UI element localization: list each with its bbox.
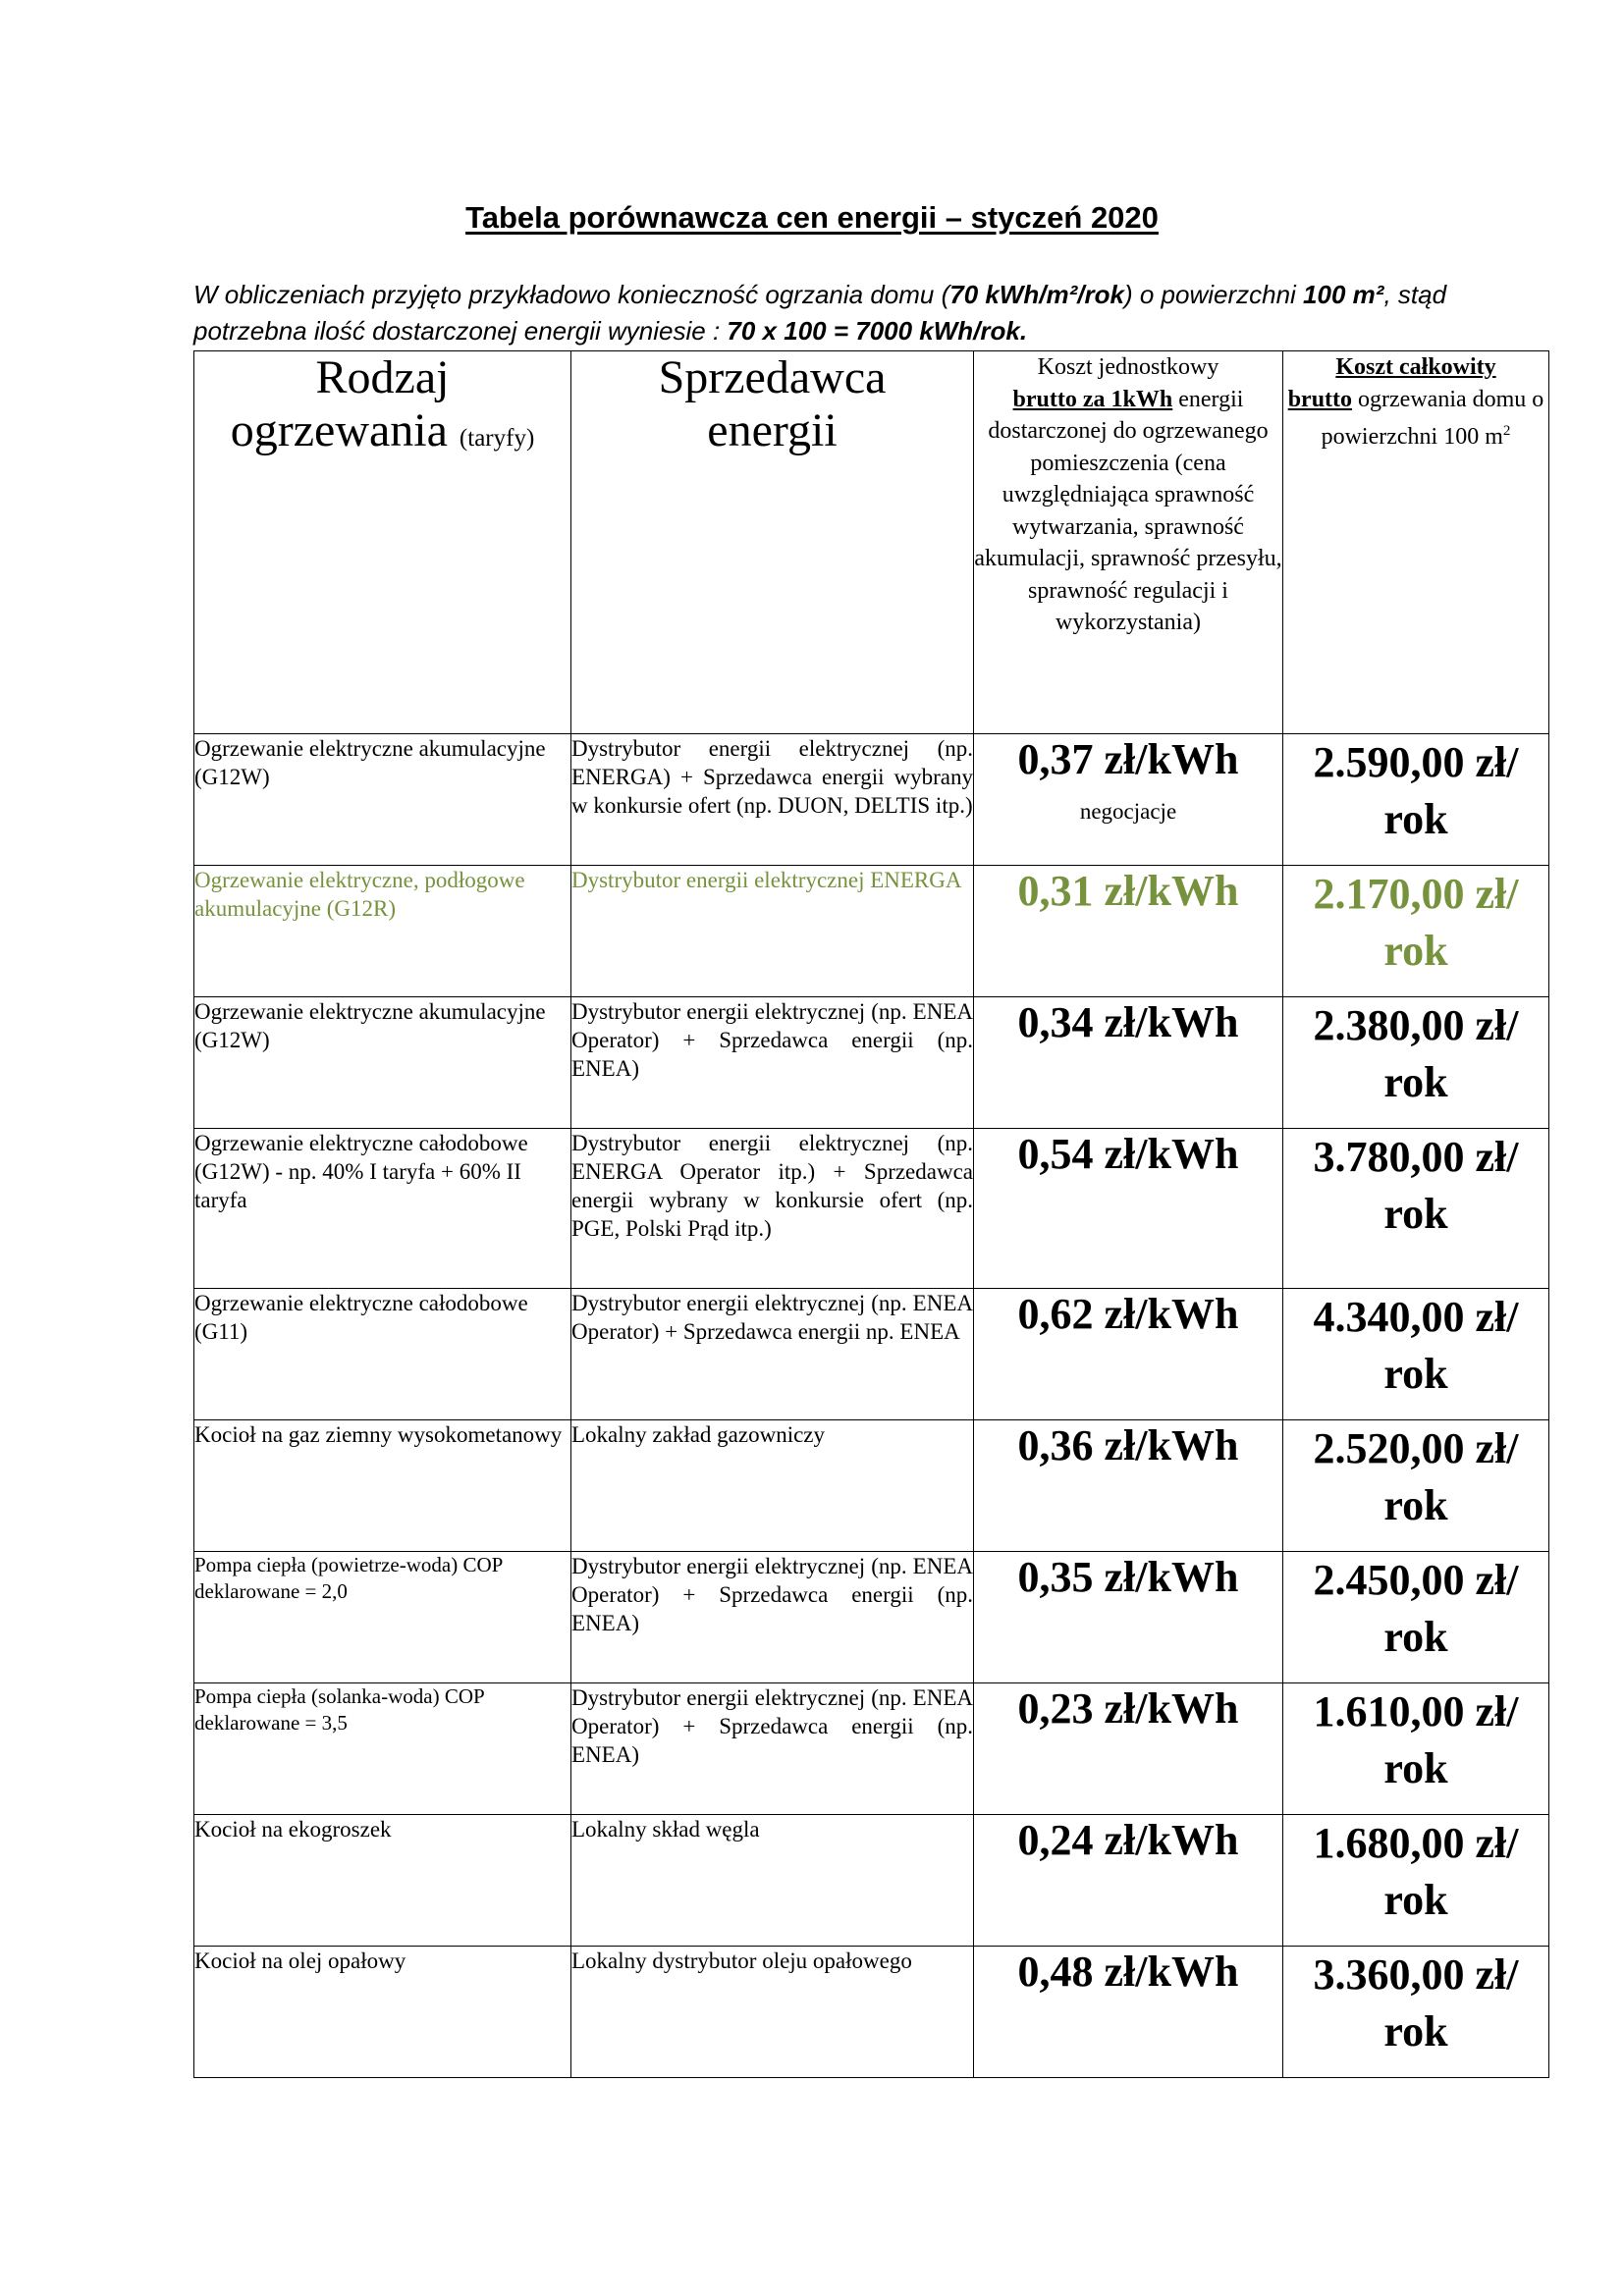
cell-total: 3.360,00 zł/ rok: [1283, 1947, 1549, 2078]
cell-total: 2.590,00 zł/ rok: [1283, 734, 1549, 866]
cell-seller: Dystrybutor energii elektrycznej (np. ENERGA) + Sprzedawca energii wybrany w konkursie ofert (np. DUON, DELTIS itp.): [571, 734, 974, 866]
cell-type: Ogrzewanie elektryczne całodobowe (G11): [194, 1289, 571, 1420]
cell-seller: Dystrybutor energii elektrycznej (np. ENEA Operator) + Sprzedawca energii np. ENEA: [571, 1289, 974, 1420]
table-row: [194, 734, 1549, 866]
header-seller: [571, 351, 974, 734]
cell-seller: Dystrybutor energii elektrycznej (np. ENEA Operator) + Sprzedawca energii (np. ENEA): [571, 997, 974, 1129]
cell-price: [974, 997, 1283, 1129]
header-unit-c: energii dostarczonej do ogrzewanego pomieszczenia (cena uwzględniająca sprawność wytwarzania, sprawność akumulacji, sprawność przesyłu, sprawność regulacji i wykorzystania): [974, 386, 1282, 635]
cell-total: 2.170,00 zł/ rok: [1283, 866, 1549, 997]
cell-total: 2.520,00 zł/ rok: [1283, 1420, 1549, 1552]
cell-price: [974, 1947, 1283, 2078]
table-header-row: [194, 351, 1549, 734]
header-unit-b: brutto za 1kWh: [1012, 386, 1173, 412]
cell-seller: Dystrybutor energii elektrycznej (np. ENERGA Operator itp.) + Sprzedawca energii wybrany w konkursie ofert (np. PGE, Polski Prąd itp.): [571, 1129, 974, 1289]
cell-price: [974, 1420, 1283, 1552]
cell-total: 4.340,00 zł/ rok: [1283, 1289, 1549, 1420]
cell-type: Ogrzewanie elektryczne akumulacyjne (G12W): [194, 997, 571, 1129]
table-row: [194, 1420, 1549, 1552]
header-total-cost: [1283, 351, 1549, 734]
table-row: [194, 1683, 1549, 1815]
header-total-b: brutto: [1287, 386, 1353, 412]
cell-total: 1.680,00 zł/ rok: [1283, 1815, 1549, 1947]
cell-price: [974, 1683, 1283, 1815]
cell-type: Kocioł na gaz ziemny wysokometanowy: [194, 1420, 571, 1552]
table-row: [194, 997, 1549, 1129]
header-total-sup: 2: [1502, 423, 1511, 439]
cell-price: [974, 1289, 1283, 1420]
cell-seller: Lokalny skład węgla: [571, 1815, 974, 1947]
price-value: 0,23 zł/kWh: [1017, 1684, 1239, 1733]
intro-text-3: , stąd potrzebna ilość dostarczonej energii wyniesie :: [193, 280, 1447, 346]
header-type: [194, 351, 571, 734]
cell-total: 2.450,00 zł/ rok: [1283, 1552, 1549, 1683]
price-value: 0,54 zł/kWh: [1017, 1130, 1239, 1178]
cell-type: Ogrzewanie elektryczne akumulacyjne (G12W): [194, 734, 571, 866]
cell-price: [974, 866, 1283, 997]
cell-type: Kocioł na ekogroszek: [194, 1815, 571, 1947]
header-type-line2: ogrzewania: [230, 404, 448, 456]
price-value: 0,24 zł/kWh: [1017, 1816, 1239, 1864]
intro-text-1: W obliczeniach przyjęto przykładowo konieczność ogrzania domu (: [193, 280, 950, 309]
cell-total: 1.610,00 zł/ rok: [1283, 1683, 1549, 1815]
cell-type: Pompa ciepła (powietrze-woda) COP deklarowane = 2,0: [194, 1552, 571, 1683]
price-value: 0,62 zł/kWh: [1017, 1290, 1239, 1338]
table-row: [194, 1289, 1549, 1420]
cell-type: Pompa ciepła (solanka-woda) COP deklarowane = 3,5: [194, 1683, 571, 1815]
cell-seller: Lokalny zakład gazowniczy: [571, 1420, 974, 1552]
cell-price: [974, 1129, 1283, 1289]
price-note: negocjacje: [1079, 799, 1177, 824]
price-value: 0,36 zł/kWh: [1017, 1421, 1239, 1469]
price-value: 0,31 zł/kWh: [1017, 867, 1239, 915]
price-value: 0,48 zł/kWh: [1017, 1948, 1239, 1996]
table-row-highlighted: [194, 866, 1549, 997]
header-seller-line1: Sprzedawca: [658, 351, 887, 403]
cell-seller: Dystrybutor energii elektrycznej (np. ENEA Operator) + Sprzedawca energii (np. ENEA): [571, 1552, 974, 1683]
header-type-sub: (taryfy): [459, 425, 535, 452]
intro-paragraph: [193, 277, 1460, 349]
cell-type: Ogrzewanie elektryczne, podłogowe akumulacyjne (G12R): [194, 866, 571, 997]
table-row: [194, 1815, 1549, 1947]
cell-seller: Lokalny dystrybutor oleju opałowego: [571, 1947, 974, 2078]
header-type-line1: Rodzaj: [315, 351, 450, 403]
cell-price: [974, 1552, 1283, 1683]
page-title: Tabela porównawcza cen energii – styczeń 2020: [465, 200, 1159, 235]
price-value: 0,35 zł/kWh: [1017, 1553, 1239, 1601]
table-row: [194, 1552, 1549, 1683]
cell-type: Ogrzewanie elektryczne całodobowe (G12W) - np. 40% I taryfa + 60% II taryfa: [194, 1129, 571, 1289]
intro-bold-2: 100 m²: [1303, 280, 1384, 309]
intro-text-2: ) o powierzchni: [1123, 280, 1304, 309]
header-unit-a: Koszt jednostkowy: [1037, 354, 1219, 380]
cell-price: [974, 734, 1283, 866]
header-total-a: Koszt całkowity: [1335, 354, 1496, 380]
cell-total: 3.780,00 zł/ rok: [1283, 1129, 1549, 1289]
header-seller-line2: energii: [707, 404, 838, 456]
intro-bold-1: 70 kWh/m²/rok: [949, 280, 1124, 309]
table-row: [194, 1947, 1549, 2078]
comparison-table: [193, 350, 1549, 2078]
cell-seller: Dystrybutor energii elektrycznej (np. ENEA Operator) + Sprzedawca energii (np. ENEA): [571, 1683, 974, 1815]
price-value: 0,37 zł/kWh: [1017, 735, 1239, 783]
cell-seller: Dystrybutor energii elektrycznej ENERGA: [571, 866, 974, 997]
cell-price: [974, 1815, 1283, 1947]
cell-total: 2.380,00 zł/ rok: [1283, 997, 1549, 1129]
header-unit-cost: [974, 351, 1283, 734]
cell-type: Kocioł na olej opałowy: [194, 1947, 571, 2078]
table-row: [194, 1129, 1549, 1289]
intro-bold-3: 70 x 100 = 7000 kWh/rok.: [727, 316, 1028, 346]
price-value: 0,34 zł/kWh: [1017, 998, 1239, 1046]
header-total-c: ogrzewania domu o powierzchni 100 m: [1321, 386, 1544, 450]
